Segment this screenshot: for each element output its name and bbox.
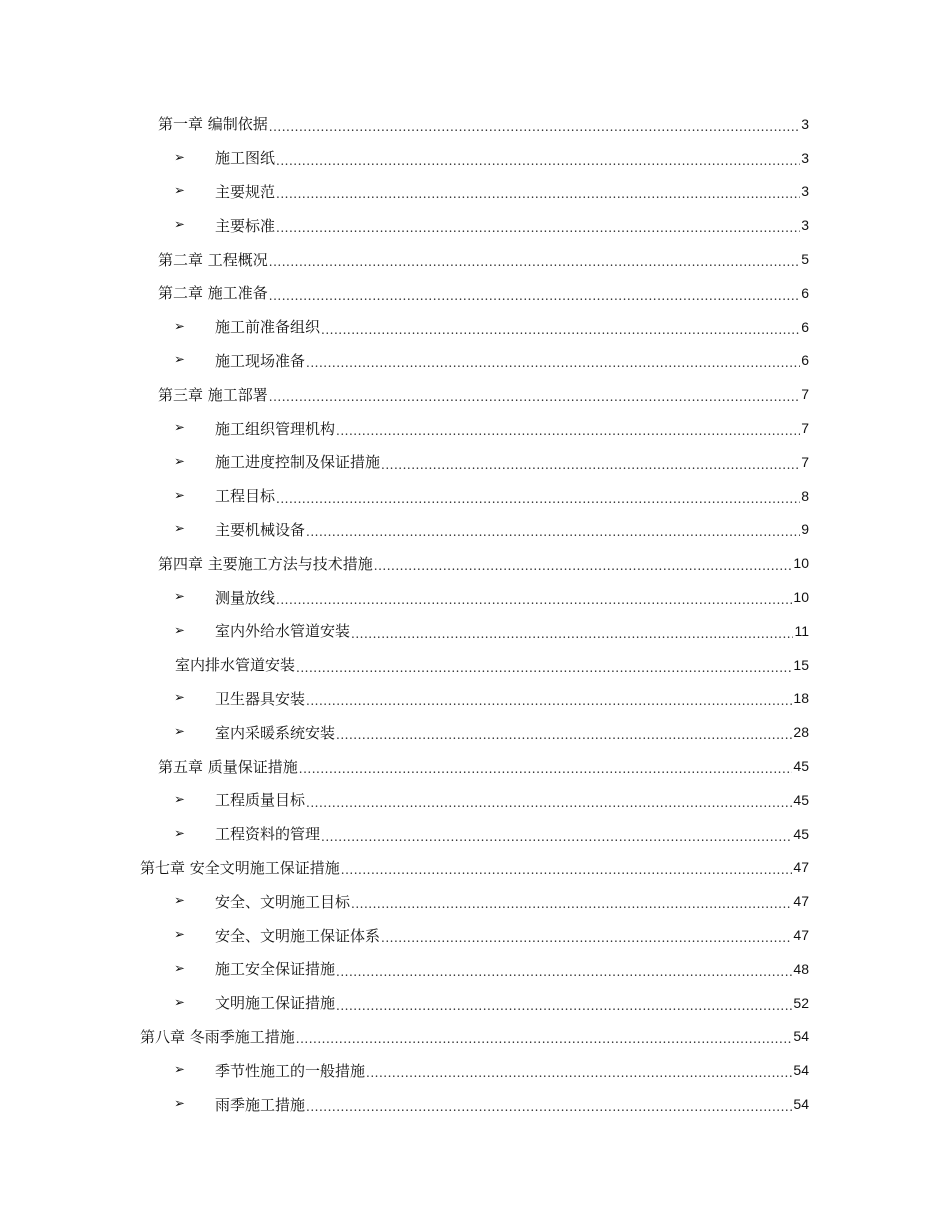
toc-entry-title: 施工现场准备	[215, 351, 306, 370]
toc-entry[interactable]	[0, 546, 950, 580]
dot-leader	[306, 793, 792, 811]
arrow-bullet-icon: ➢	[174, 521, 185, 537]
toc-entry-title: 第二章 施工准备	[158, 284, 268, 303]
dot-leader	[351, 624, 793, 642]
arrow-bullet-icon: ➢	[174, 927, 185, 943]
toc-entry-title: 室内排水管道安装	[175, 656, 296, 675]
dot-leader	[276, 151, 800, 169]
toc-entry-page-number: 9	[801, 521, 809, 538]
toc-entry-page-number: 5	[801, 251, 809, 268]
dot-leader	[306, 691, 792, 709]
arrow-bullet-icon: ➢	[174, 1096, 185, 1112]
toc-entry-page-number: 45	[793, 758, 809, 775]
dot-leader	[336, 996, 792, 1014]
arrow-bullet-icon: ➢	[174, 690, 185, 706]
toc-entry-title: 主要规范	[215, 182, 276, 201]
arrow-bullet-icon: ➢	[174, 589, 185, 605]
toc-entry-title: 第八章 冬雨季施工措施	[140, 1027, 295, 1046]
arrow-bullet-icon: ➢	[174, 724, 185, 740]
toc-entry-page-number: 7	[801, 386, 809, 403]
toc-entry[interactable]	[0, 141, 950, 175]
toc-entry[interactable]	[0, 276, 950, 310]
toc-entry-page-number: 10	[793, 589, 809, 606]
toc-entry-title: 施工组织管理机构	[215, 419, 336, 438]
dot-leader	[296, 1029, 793, 1047]
toc-entry-title: 主要机械设备	[215, 520, 306, 539]
dot-leader	[306, 353, 800, 371]
toc-entry-title: 卫生器具安装	[215, 689, 306, 708]
toc-entry[interactable]	[0, 817, 950, 851]
arrow-bullet-icon: ➢	[174, 995, 185, 1011]
toc-entry-page-number: 3	[801, 183, 809, 200]
arrow-bullet-icon: ➢	[174, 150, 185, 166]
dot-leader	[276, 489, 800, 507]
toc-entry[interactable]	[0, 952, 950, 986]
toc-entry-title: 第四章 主要施工方法与技术措施	[158, 554, 373, 573]
toc-entry-page-number: 47	[793, 927, 809, 944]
toc-entry-title: 文明施工保证措施	[215, 994, 336, 1013]
toc-entry-page-number: 28	[793, 724, 809, 741]
toc-entry-title: 测量放线	[215, 588, 276, 607]
toc-entry-page-number: 6	[801, 318, 809, 335]
arrow-bullet-icon: ➢	[174, 961, 185, 977]
toc-entry[interactable]	[0, 986, 950, 1020]
arrow-bullet-icon: ➢	[174, 319, 185, 335]
toc-entry-title: 第二章 工程概况	[158, 250, 268, 269]
toc-entry-title: 雨季施工措施	[215, 1095, 306, 1114]
toc-entry[interactable]	[0, 614, 950, 648]
dot-leader	[381, 928, 792, 946]
toc-entry[interactable]	[0, 175, 950, 209]
toc-entry[interactable]	[0, 107, 950, 141]
arrow-bullet-icon: ➢	[174, 623, 185, 639]
toc-entry-title: 室内采暖系统安装	[215, 723, 336, 742]
dot-leader	[296, 658, 792, 676]
arrow-bullet-icon: ➢	[174, 826, 185, 842]
toc-entry-page-number: 48	[793, 960, 809, 977]
toc-entry[interactable]	[0, 783, 950, 817]
toc-entry-title: 工程资料的管理	[215, 825, 321, 844]
toc-entry[interactable]	[0, 411, 950, 445]
toc-entry[interactable]	[0, 310, 950, 344]
toc-entry-page-number: 47	[793, 893, 809, 910]
toc-entry-title: 施工安全保证措施	[215, 960, 336, 979]
arrow-bullet-icon: ➢	[174, 183, 185, 199]
arrow-bullet-icon: ➢	[174, 792, 185, 808]
dot-leader	[276, 184, 800, 202]
toc-entry[interactable]	[0, 1087, 950, 1121]
toc-entry[interactable]	[0, 242, 950, 276]
arrow-bullet-icon: ➢	[174, 217, 185, 233]
toc-entry-page-number: 6	[801, 352, 809, 369]
toc-entry-page-number: 47	[793, 859, 809, 876]
toc-entry[interactable]	[0, 1020, 950, 1054]
toc-entry-title: 施工进度控制及保证措施	[215, 453, 381, 472]
arrow-bullet-icon: ➢	[174, 488, 185, 504]
toc-entry-title: 第七章 安全文明施工保证措施	[140, 858, 340, 877]
toc-entry-page-number: 54	[793, 1062, 809, 1079]
toc-entry-page-number: 54	[793, 1096, 809, 1112]
dot-leader	[299, 759, 793, 777]
toc-entry-page-number: 18	[793, 690, 809, 707]
toc-entry[interactable]	[0, 682, 950, 716]
toc-entry-page-number: 7	[801, 453, 809, 470]
toc-entry-title: 安全、文明施工保证体系	[215, 926, 381, 945]
arrow-bullet-icon: ➢	[174, 893, 185, 909]
dot-leader	[381, 455, 800, 473]
arrow-bullet-icon: ➢	[174, 420, 185, 436]
toc-entry-title: 工程目标	[215, 487, 276, 506]
toc-entry-page-number: 54	[793, 1028, 809, 1045]
toc-entry[interactable]	[0, 1053, 950, 1087]
toc-entry-page-number: 11	[794, 622, 809, 639]
toc-entry-title: 第三章 施工部署	[158, 385, 268, 404]
dot-leader	[341, 860, 793, 878]
toc-entry[interactable]	[0, 749, 950, 783]
toc-entry-page-number: 6	[801, 284, 809, 301]
toc-entry-title: 主要标准	[215, 216, 276, 235]
toc-entry-title: 施工前准备组织	[215, 318, 321, 337]
toc-entry-page-number: 10	[793, 555, 809, 572]
dot-leader	[336, 962, 792, 980]
toc-entry[interactable]	[0, 445, 950, 479]
toc-entry-title: 季节性施工的一般措施	[215, 1061, 366, 1080]
toc-entry-page-number: 7	[801, 420, 809, 437]
toc-entry-title: 工程质量目标	[215, 791, 306, 810]
toc-entry[interactable]	[0, 648, 950, 682]
toc-entry[interactable]	[0, 208, 950, 242]
dot-leader	[306, 522, 800, 540]
toc-entry-title: 施工图纸	[215, 149, 276, 168]
toc-entry-page-number: 52	[793, 994, 809, 1011]
toc-entry-title: 第五章 质量保证措施	[158, 757, 298, 776]
dot-leader	[336, 421, 800, 439]
toc-entry-title: 第一章 编制依据	[158, 115, 268, 134]
toc-entry[interactable]	[0, 851, 950, 885]
toc-entry-page-number: 8	[801, 487, 809, 504]
dot-leader	[306, 1097, 792, 1115]
toc-entry-page-number: 3	[801, 115, 809, 132]
dot-leader	[321, 827, 792, 845]
toc-entry-page-number: 3	[801, 149, 809, 166]
toc-entry[interactable]	[0, 377, 950, 411]
toc-entry-title: 安全、文明施工目标	[215, 892, 351, 911]
arrow-bullet-icon: ➢	[174, 352, 185, 368]
arrow-bullet-icon: ➢	[174, 454, 185, 470]
dot-leader	[276, 218, 800, 236]
dot-leader	[351, 894, 792, 912]
dot-leader	[269, 387, 800, 405]
toc-entry-page-number: 3	[801, 217, 809, 234]
toc-entry-page-number: 45	[793, 825, 809, 842]
toc-entry[interactable]	[0, 715, 950, 749]
dot-leader	[321, 320, 800, 338]
dot-leader	[269, 117, 800, 135]
arrow-bullet-icon: ➢	[174, 1062, 185, 1078]
dot-leader	[374, 556, 793, 574]
toc-entry[interactable]	[0, 479, 950, 513]
toc-entry[interactable]	[0, 513, 950, 547]
toc-entry-page-number: 45	[793, 791, 809, 808]
toc-entry-title: 室内外给水管道安装	[215, 622, 351, 641]
toc-entry[interactable]	[0, 580, 950, 614]
dot-leader	[366, 1063, 792, 1081]
dot-leader	[269, 286, 800, 304]
dot-leader	[269, 252, 800, 270]
dot-leader	[276, 590, 792, 608]
toc-entry[interactable]	[0, 918, 950, 952]
toc-entry-page-number: 15	[793, 656, 809, 673]
toc-entry[interactable]	[0, 344, 950, 378]
table-of-contents	[0, 107, 950, 1121]
dot-leader	[336, 725, 792, 743]
toc-entry[interactable]	[0, 884, 950, 918]
